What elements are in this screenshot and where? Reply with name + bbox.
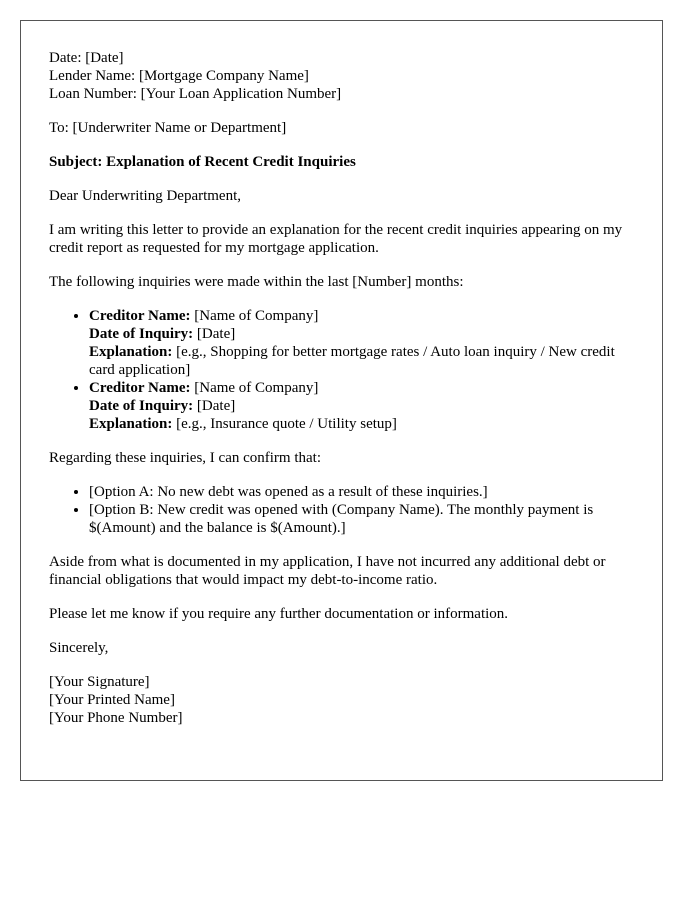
list-item — [89, 379, 634, 433]
inquiries-list — [49, 307, 634, 433]
closing: Sincerely, — [49, 640, 109, 656]
lender-line: Lender Name: [Mortgage Company Name] — [49, 68, 309, 84]
loan-number-line: Loan Number: [Your Loan Application Number] — [49, 86, 342, 102]
intro-paragraph: I am writing this letter to provide an explanation for the recent credit inquiries appearing on my credit report as requested for my mortgage application. — [49, 222, 623, 256]
date-value: [Date] — [193, 398, 236, 414]
creditor-label: Creditor Name: — [89, 308, 191, 324]
letter — [20, 20, 663, 781]
closing-request: Please let me know if you require any further documentation or information. — [49, 606, 509, 622]
explanation-label: Explanation: — [89, 344, 173, 360]
creditor-label: Creditor Name: — [89, 380, 191, 396]
creditor-value: [Name of Company] — [190, 380, 319, 396]
explanation-value: [e.g., Insurance quote / Utility setup] — [172, 416, 397, 432]
subject — [49, 153, 634, 171]
list-item — [89, 307, 634, 379]
confirm-intro: Regarding these inquiries, I can confirm that: — [49, 450, 321, 466]
date-value: [Date] — [193, 326, 236, 342]
phone-line: [Your Phone Number] — [49, 710, 183, 726]
option-a: • [Option A: No new debt was opened as a result of these inquiries.] — [89, 483, 634, 501]
subject-text: Subject: Explanation of Recent Credit Inquiries — [49, 154, 356, 170]
salutation: Dear Underwriting Department, — [49, 188, 242, 204]
signature-block — [49, 673, 634, 727]
statement-paragraph: Aside from what is documented in my application, I have not incurred any additional debt or financial obligations that would impact my debt-to-income ratio. — [49, 554, 606, 588]
explanation-label: Explanation: — [89, 416, 173, 432]
date-label: Date of Inquiry: — [89, 326, 194, 342]
option-b: • [Option B: New credit was opened with (Company Name). The monthly payment is $(Amount) and the balance is $(Amount).] — [89, 501, 634, 537]
date-label: Date of Inquiry: — [89, 398, 194, 414]
printed-name-line: [Your Printed Name] — [49, 692, 175, 708]
explanation-value: [e.g., Shopping for better mortgage rates / Auto loan inquiry / New credit card application] — [89, 344, 615, 378]
inquiries-intro: The following inquiries were made within the last [Number] months: — [49, 274, 464, 290]
signature-line: [Your Signature] — [49, 674, 150, 690]
options-list — [49, 483, 634, 537]
recipient: To: [Underwriter Name or Department] — [49, 120, 287, 136]
creditor-value: [Name of Company] — [190, 308, 319, 324]
letter-header — [49, 49, 634, 103]
date-line: Date: [Date] — [49, 50, 124, 66]
